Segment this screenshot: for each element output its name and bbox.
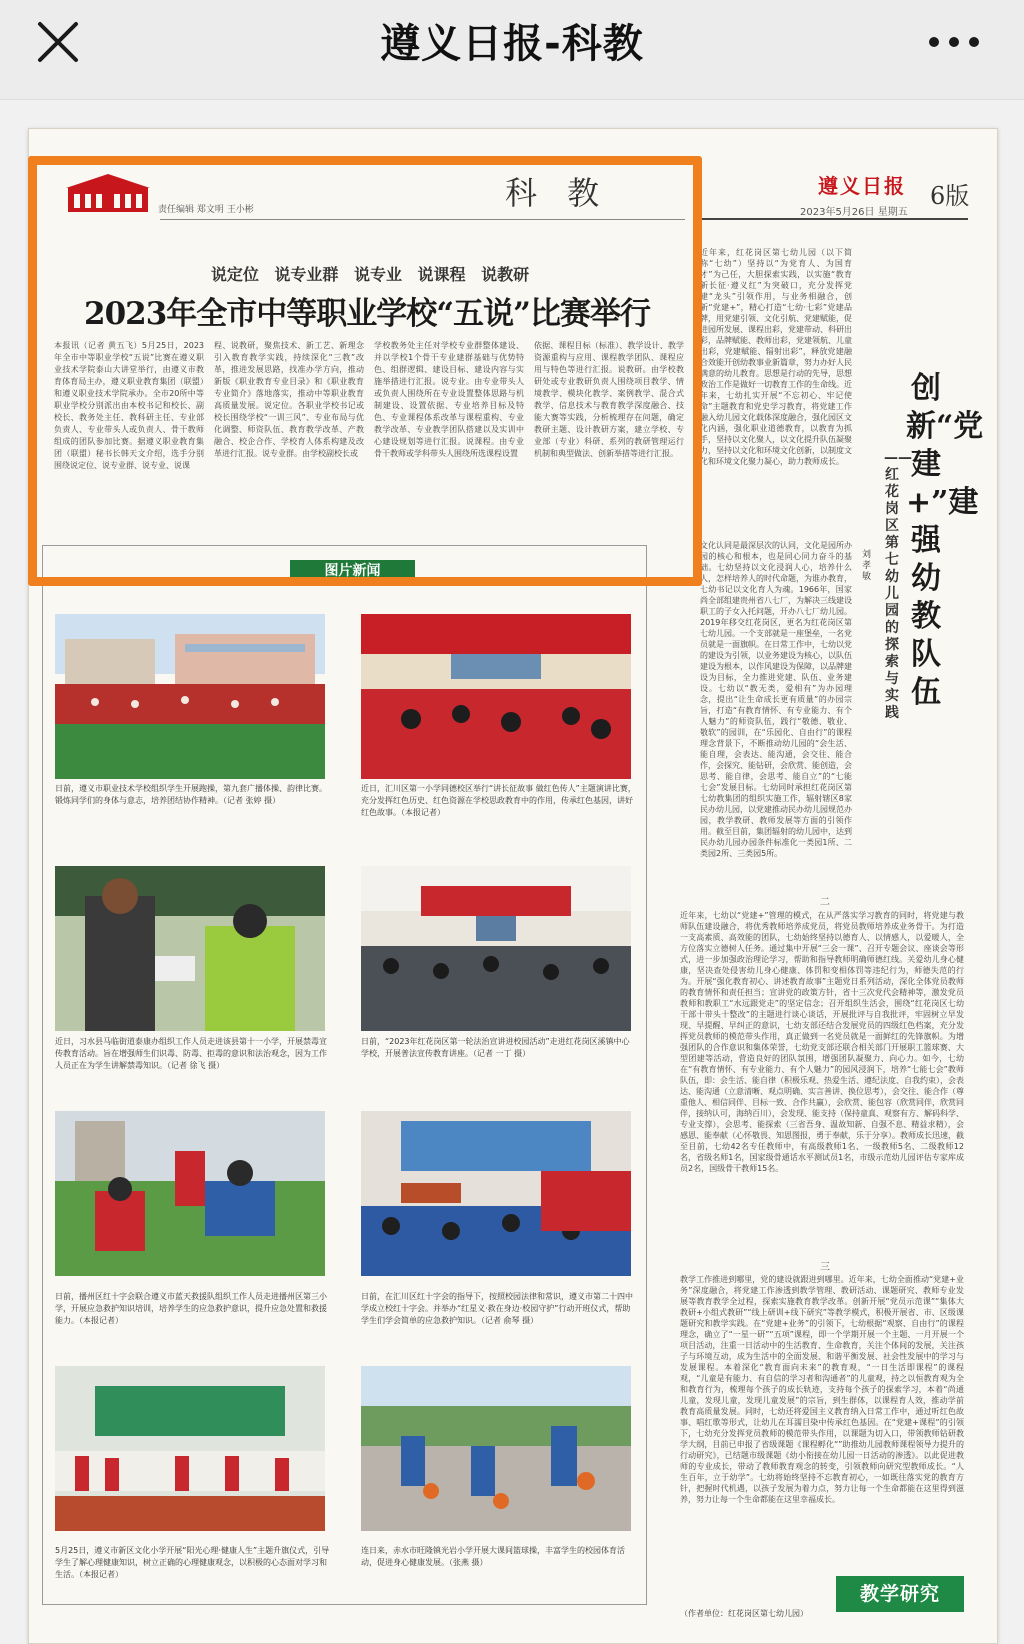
right-article-text: 教学工作推进到哪里，党的建设就跟进到哪里。近年来，七幼全面推动“党建+业务”深度融合，将党建工作渗透到教学管理、教研活动、课题研究、教师专业发展等教育教学全过程，探索实施教育教学改革。创新开展“党员示范课”“集体大教研+小组式教研”“线上研训+线下研究”等教学模式，积极开展省、市、区级课题研究和教学实践。在“党建+业务”的引领下，七幼根据“观察、自由行”的课程理念，确立了“一星一研”“五项”课程，即一个学期开展一个主题、一月开展一个项目活动，注重一日活动中的生活教育、生命教育，关注个体间的发展，关注孩子与环境互动，成为生活中的全面发展、和谐平衡发展、社会性发展中的学习与发展课程。本着深化“教育面向未来”的教育观，“一日生活即课程”的课程观，“儿童是有能力、有自信的学习者和沟通者”的儿童观，持之以恒教育观为全和教育行为，梳理每个孩子的成长轨迹，支持每个孩子的探索学习，本着“尚通儿童，发现儿童，发现儿童发展”的宗旨，到生群体，以课程育人效，推动学前教育高质量发展。同时，七幼还将爱国主义教育纳入日常工作中，通过听红色故事、唱红歌等形式，让幼儿在耳濡目染中传承红色基因。在“党建+课程”的引领下，七幼充分发挥党员教师的模范带头作用，以课题为切入口，带领教师钻研教学大纲，目前已申报了省级课题《课程孵化“”助推幼儿园教师课程领导力提升的行动研究》，已结题市级课题《幼小衔接在幼儿园一日活动的渗透》。以此促进教师的专业成长，带动了教师教育观念的转变，引领教师向研究型教师成长。“人生百年，立于幼学”。七幼将始终坚持不忘教育初心，一如既往落实党的教育方针，把握时代机遇，以孩子发展为着力点，努力让每一个生命都能在这里得到滋养，努力让每一个生命都能在这里幸福成长。 [680,1275,964,1504]
close-button[interactable] [30,14,86,70]
masthead-rule [700,218,968,220]
page-number: 6版 [930,182,970,210]
right-article-text: 近年来，七幼以“党建+”管理的模式，在从严落实学习教育的同时，将党建与教师队伍建设融合，将优秀教师培养成党员，将党员教师培养成业务骨干。为打造一支高素质、高效能的团队，七幼始终坚持以德育人、以情感人，以爱暖人，全方位落实立德树人任务。通过集中开展“三会一课”、召开专题会议、座谈会等形式，进一步加强政治理论学习，帮助和指导教师明确师德红线。关爱幼儿身心健康，坚决查处侵害幼儿身心健康、体罚和变相体罚等违纪行为，师德失范的行为。开展“强化教育初心、讲述教育故事”主题党日系列活动，深化全体党员教师的教育情怀和责任担当；宣讲党的政策方针，省十三次党代会精神等，激发党员教师和教职工“水远跟党走”的坚定信念；召开组织生活会，围绕“红花岗区七幼干部十带头十整改”的主题进行谈心谈话，开展批评与自我批评，牢固树立早发现、早提醒、早纠正的意识，七幼支部还结合发展党员的四级红色档案，充分发挥党员教师的模范带头作用，真正做到一名党员就是一面鲜红的先锋旗帜。为增强团队的合作意识和集体荣誉，七幼党支部还联合相关部门开展职工篮球赛、大型团建等活动，营造良好的团队氛围，增强团队凝聚力、向心力。如今，七幼在“有教育情怀、有专业能力、有个人魅力”的园风浸润下，培养“七能七会”教师队伍，即：会生活、能自律（积极乐观、热爱生活、遵纪法度、自我约束），会表达、能沟通（立意清晰、观点明确、实言善讲、换位思考），会交往、能合作（尊重他人、相信同伴、目标一致、合作共赢），会欣赏、能包容（欣赏同伴，欣赏同伴，接纳认可，海纳百川），会发现、能支持（保持童真、观察有方、解码科学、专业支撑），会思考、能探索（三省吾身、温故知新、自强不息、精益求精），会感恩、能奉献（心怀敬畏、知恩图报，勇于奉献，乐于分享）。教师成长迅速，截至目前，七幼42名专任教师中，有高级教师1名、一级教师5名、二级教师12名，省级名师1名，国家级骨通话水平测试员1名，市级示范幼儿园评估专家库成员2名，国级骨干教师15名。 [680,911,964,1173]
right-article-text: 近年来，红花岗区第七幼儿园（以下简称“七幼”）坚持以“为党育人、为国育才”为己任，大胆探索实践，以实施“教育新长征·遵义红”为突破口，充分发挥党建“龙头”引领作用，与业务相融合，创新“党建+”，精心打造“七幼·七彩”党建品牌，用党建引领、文化引航、党建赋能，促进园所发展、课程出彩，党建带动、科研出彩，品牌赋能、教师出彩，党建领航、儿童出彩，党建赋能、辐射出彩”，释放党建融合效能开创幼教事业新篇章，努力办好人民满意的幼儿教育。思想是行动的先导，思想政治工作是做好一切教育工作的生命线。近年来，七幼扎实开展“不忘初心、牢记使命”主题教育和党史学习教育，将党建工作融入幼儿园文化载体深度融合，强化园区文化内涵，强化职业道德教育，以教育为抓手，坚持以文化聚人，以文化提升队伍凝聚力，坚持以文化和环境文化创新，以制度文化和环境文化聚力凝心，助力教师成长。 [700,248,852,466]
right-article-text: 文化认同是最深层次的认同，文化是园所办园的核心和根本，也是同心同力奋斗的基础。七幼坚持以文化浸润人心，培养什么人，怎样培养人的时代命题，为谁办教育，七幼书记以文化育人为魂。1966年，国家尚全部组建贵州省八七厂，为解决三线建设职工的子女入托问题，开办八七厂幼儿园。2019年移交红花岗区，更名为红花岗区第七幼儿园。一个支部就是一座堡垒，一名党员就是一面旗帜。在日常工作中，七幼以党的建设为引领，以业务建设为核心，以队伍建设为根本，以作风建设为保障，以品牌建设为目标，全力推进党建、队伍、业务建设。七幼以“教无类，爱相有”为办园理念，提出“让生命成长更有质量”的办园宗旨，打造“有教育情怀、有专业能力、有个人魅力”的师资队伍，践行“敬德、敬业、敬软”的园训，在“乐园化、自由行”的课程理念背景下，不断推动幼儿园的“会生活、能自理，会表达、能沟通，会交往、能合作，会探究、能钻研，会欣赏、能创造，会思考、能自律，会思考、能自立”的“七能七会”发展目标。七幼同时承担红花岗区第七幼教集团的组织实施工作，辐射辖区8家民办幼儿园，以党建推动民办幼儿园规范办园，教学教研、教师发展等方面的引领作用。截至目前，集团辐射的幼儿园中，达到民办幼儿园办园条件标准化一类园1所、二类园2所、三类园5所。 [700,541,852,858]
column-badge: 教学研究 [836,1576,964,1612]
right-article-subheadline: ——红花岗区第七幼儿园的探索与实践 [884,450,912,721]
photo-news-label: 图片新闻 [290,560,415,582]
article-column: 学校教务处主任对学校专业群整体建设、并以学校1个骨干专业建群基础与优势特色、组群逻辑、建设目标、建设内容与实施举措进行汇报。说专业。由专业带头人或负责人围绕所在专业设置整体思路与机制建设、设置依据、专业培养目标及特色、专业课程体系改革与课程重构、专业教学改革、专业教学团队搭建以及实训中心建设规划等进行汇报。说课程。由专业骨干教师或学科带头人围绕所选课程设置 [374,341,524,458]
photo-caption: 近日，习水县马临街道泰康办组织工作人员走进该县第十一小学，开展禁毒宣传教育活动。旨在增强师生们识毒、防毒、拒毒的意识和法治观念，因为工作人员正在为学生讲解禁毒知识。（记者 徐飞 摄） [55,1037,327,1070]
right-article-author: 刘孝敏 [862,550,872,582]
photo-law-lecture [361,866,631,1031]
masthead-brand: 遵义日报 [818,174,906,198]
article-column: 程、说教研，聚焦技术、新工艺、新理念引入教育教学实践，持续深化“三教”改革，推进发展思路，找准办学方向，推动新版《职业教育专业目录》和《职业教育专业简介》落地落实，推动中等职业教育高质量发展。说定位。各职业学校书记或校长围绕学校“一训三风”、专业布局与优化调整、师资队伍、教育教学改革、产教融合、校企合作、学校育人体系构建及改革进行汇报。说专业群。由学校副校长或 [214,341,364,458]
photo-playground-drill [55,614,325,779]
article-headline: 2023年全市中等职业学校“五说”比赛举行 [84,296,650,332]
photo-flag-ceremony [55,1366,325,1531]
photo-lecture-hall [361,614,631,779]
more-button[interactable] [924,22,984,62]
nav-bar [0,0,1024,100]
photo-basketball-drill [361,1366,631,1531]
close-icon [30,14,86,70]
section-number: 二 [820,897,830,908]
section-editors: 责任编辑 郑文明 王小彬 [158,205,254,215]
highlight-box [28,156,702,586]
section-number: 三 [820,1262,830,1273]
right-article-headline: 创新“党建+”建强幼教队伍 [906,371,984,710]
photo-first-aid-training [55,1111,325,1276]
photo-caption: 连日来，赤水市旺隆镇光岩小学开展大课间篮球操，丰富学生的校园体育活动，促进身心健康发展。（张燕 摄） [361,1546,625,1567]
photo-caption: 日前，“2023年红花岗区第一轮法治宣讲进校园活动”走进红花岗区溪镇中心学校，开展普法宣传教育讲座。（记者 一丁 摄） [361,1037,630,1058]
article-kicker: 说定位 说专业群 说专业 说课程 说教研 [210,265,530,284]
article-column: 依据、课程目标（标准）、教学设计、教学资源重构与应用、课程教学团队、课程应用与特色等进行汇报。说教研。由学校教研处或专业教研负责人围绕项目教学、情境教学、模块化教学、案例教学、混合式教学、信息技术与教育教学深度融合、技能大赛等实践，分析梳理存在问题，确定教研主题、设计教研方案，建立学校、专业部（专业）科研、系列的教研管理运行机制和典型做法、创新举措等进行汇报。 [534,341,684,458]
page-title: 遵义日报-科教 [380,21,644,67]
photo-anti-drug-talk [55,866,325,1031]
article-column: 本报讯（记者 黄五飞）5月25日，2023年全市中等职业学校“五说”比赛在遵义职业技术学院泰山大讲堂举行，由遵义市教育体育局主办，遵义职业教育集团（联盟）和遵义职业技术学院承办。全市20所中等职业学校分别派出由本校书记和校长、副校长、教务处主任、教科研主任、专业部负责人、专业带头人或负责人、骨干教师组成的团队参加比赛。据遵义职业教育集团（联盟）秘书长韩天文介绍，选手分别围绕说定位、说专业群、说专业、说课 [54,341,204,470]
photo-caption: 日前，播州区红十字会联合遵义市蓝天救援队组织工作人员走进播州区第三小学，开展应急救护知识培训，培养学生的应急救护意识，提升应急处置和救援能力。（本报记者） [55,1292,327,1325]
photo-caption: 近日，汇川区第一小学同德校区举行“讲长征故事 做红色传人”主题演讲比赛，充分发挥红色历史、红色资源在学校思政教育中的作用，传承红色基因，讲好红色故事。（本报记者） [361,784,636,817]
photo-caption: 日前，遵义市职业技术学校组织学生开展跑操，第九套广播体操、韵律比赛。锻炼同学们的身体与意志，培养团结协作精神。（记者 张婷 摄） [55,784,327,805]
photo-caption: 日前，在汇川区红十字会的指导下，按照校园法律和常识，遵义市第二十四中学成立校红十字会。并举办“红星义·救在身边·校园守护”行动开班仪式，帮助学生们学会简单的应急救护知识。（记者 俞琴 摄） [361,1292,633,1325]
photo-red-cross-ceremony [361,1111,631,1276]
more-icon [924,22,984,62]
photo-caption: 5月25日，遵义市新区文化小学开展“阳光心理·健康人生”主题升旗仪式，引导学生了解心理健康知识，树立正确的心理健康观念，以积极的心态面对学习和生活。（本报记者） [55,1546,330,1579]
issue-date: 2023年5月26日 星期五 [800,207,908,218]
section-title: 科 教 [505,174,610,212]
author-affiliation: （作者单位：红花岗区第七幼儿园） [680,1609,808,1618]
